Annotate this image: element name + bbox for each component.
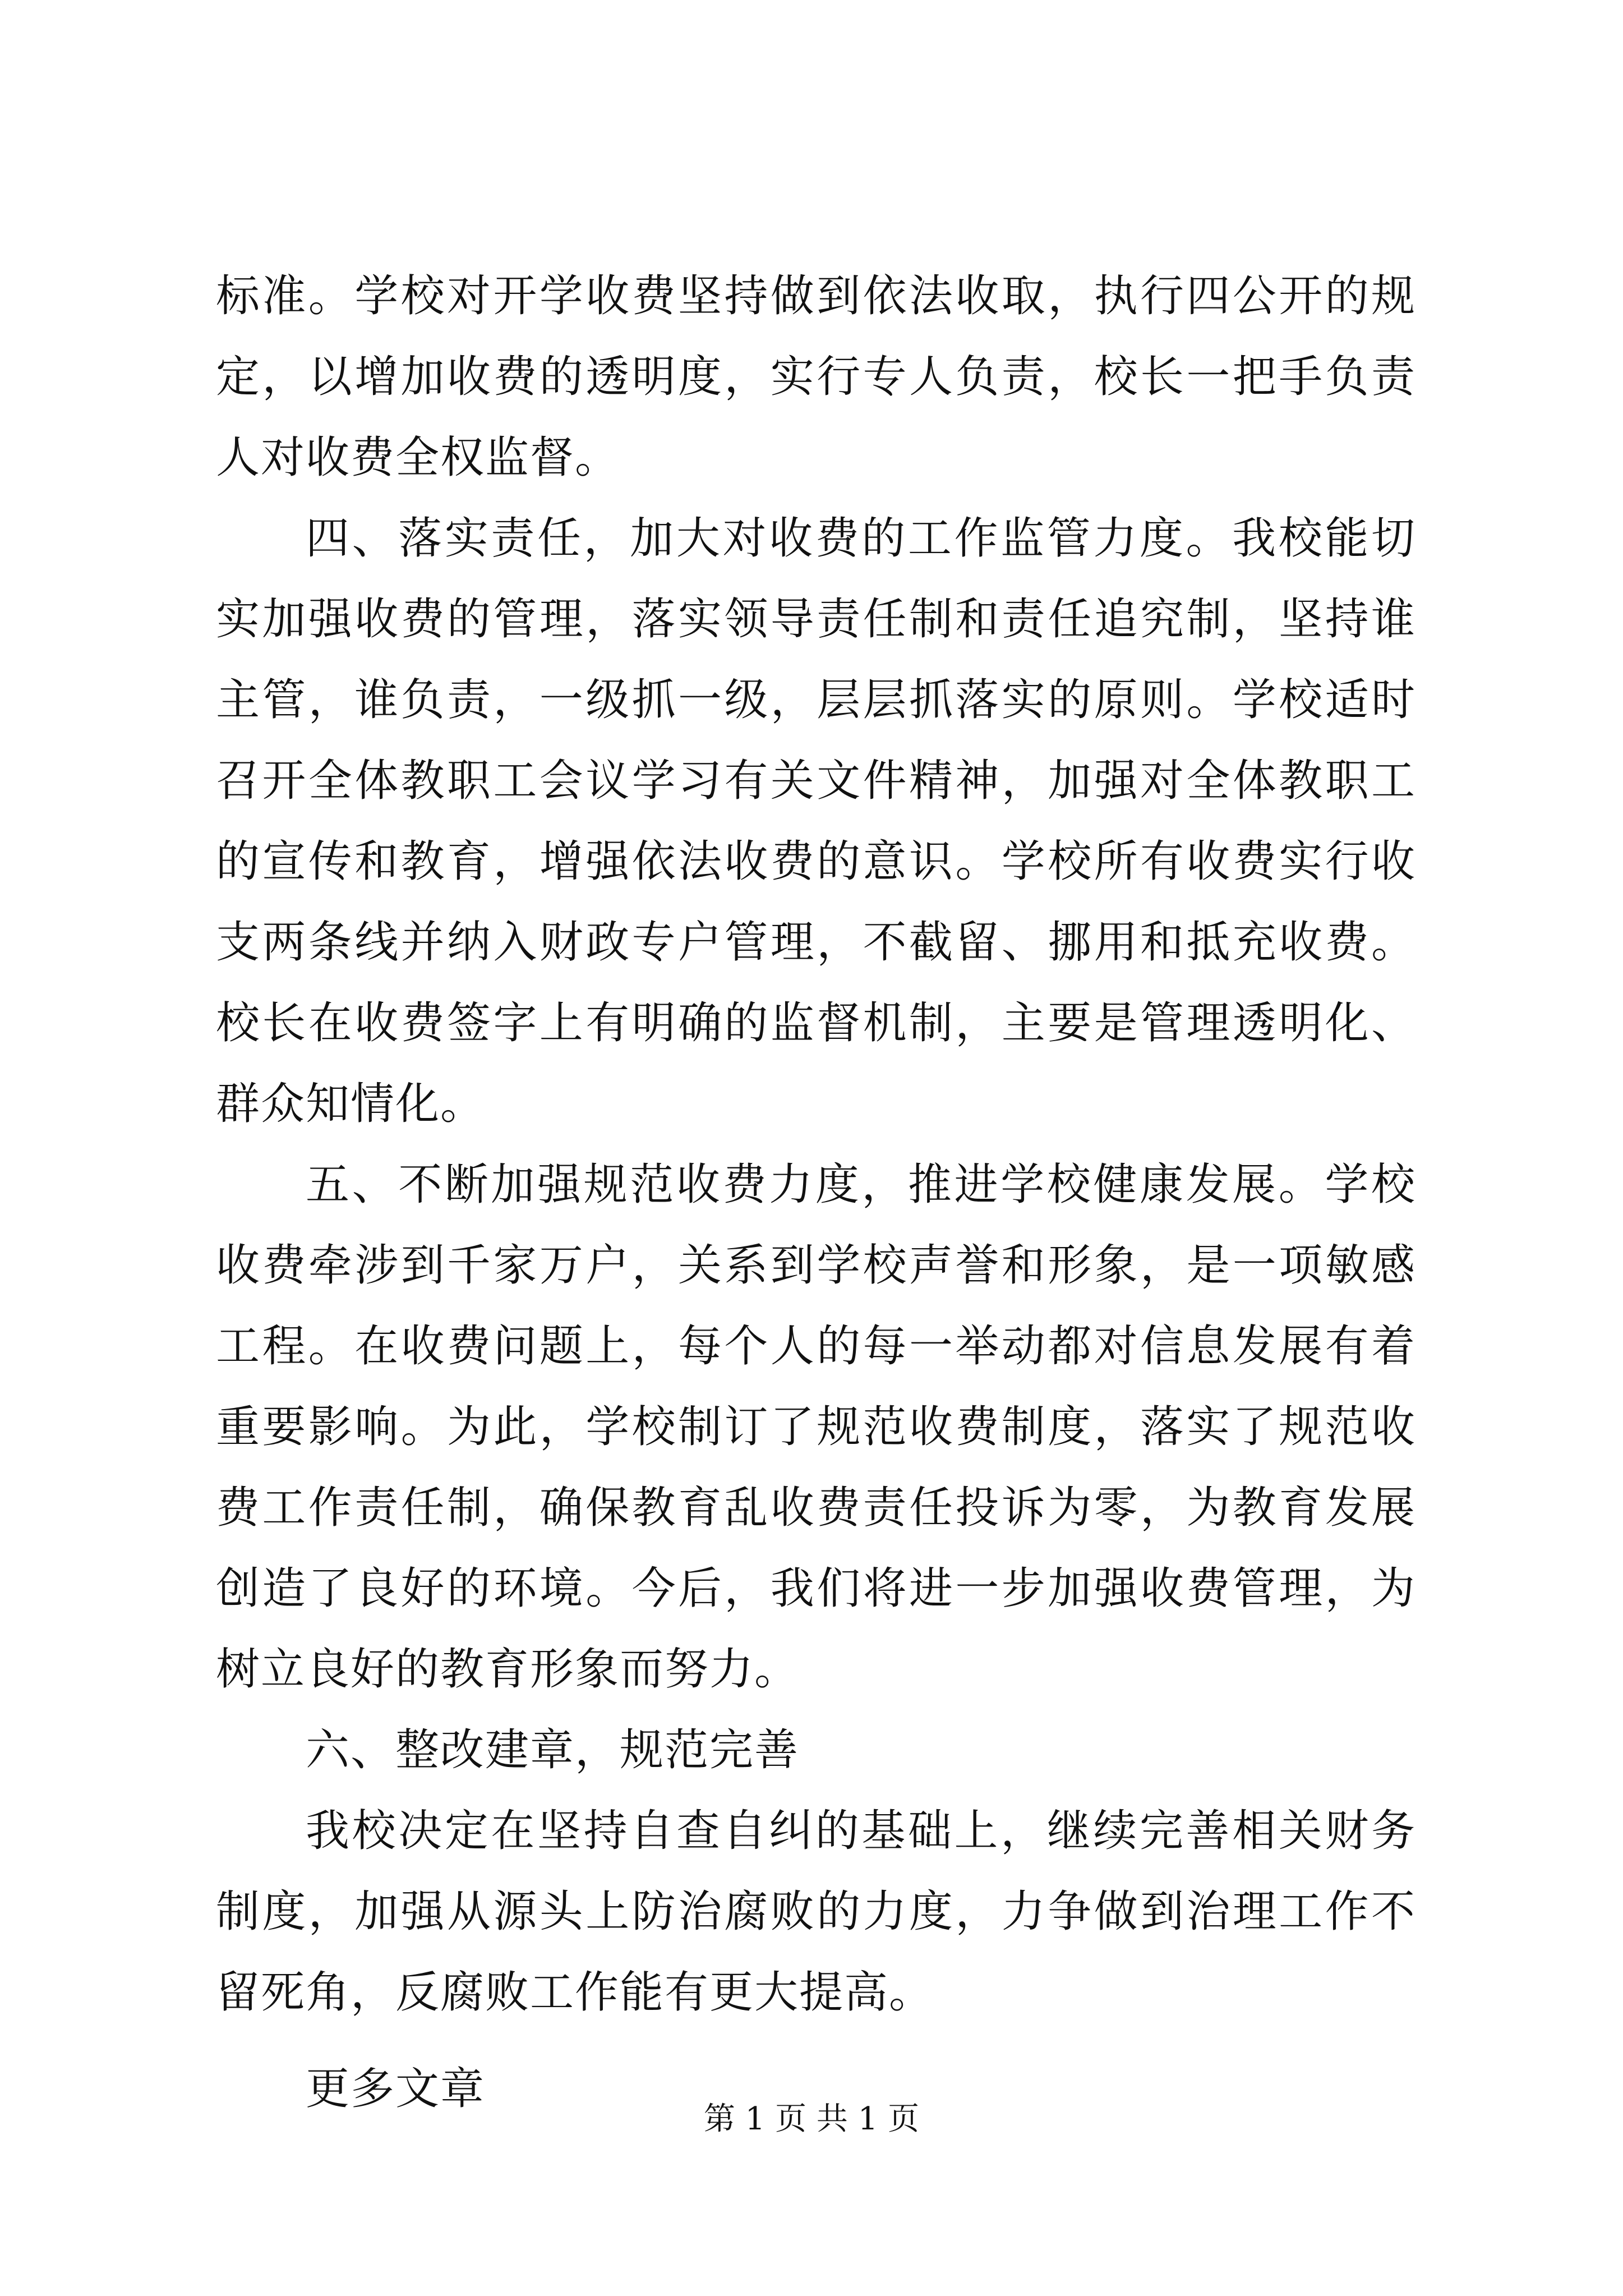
more-articles-link[interactable]: 更多文章 [306,2064,486,2114]
paragraph-section-six-heading: 六、整改建章，规范完善 [306,1725,800,1775]
paragraph-section-four: 四、落实责任，加大对收费的工作监管力度。我校能切实加强收费的管理，落实领导责任制和责任追究制，坚持谁主管，谁负责，一级抓一级，层层抓落实的原则。学校适时召开全体教职工会议学习有关文件精神，加强对全体教职工的宣传和教育，增强依法收费的意识。学校所有收费实行收支两条线并纳入财政专户管理，不截留、挪用和抵充收费。校长在收费签字上有明确的监督机制，主要是管理透明化、群众知情化。 [216,513,1416,1129]
document-body [216,256,1416,2129]
paragraph-rectification: 我校决定在坚持自查自纠的基础上，继续完善相关财务制度，加强从源头上防治腐败的力度，力争做到治理工作不留死角，反腐败工作能有更大提高。 [216,1806,1416,2018]
page-number-footer: 第 1 页 共 1 页 [703,2101,920,2137]
paragraph-section-five: 五、不断加强规范收费力度，推进学校健康发展。学校收费牵涉到千家万户，关系到学校声誉和形象，是一项敏感工程。在收费问题上，每个人的每一举动都对信息发展有着重要影响。为此，学校制订了规范收费制度，落实了规范收费工作责任制，确保教育乱收费责任投诉为零，为教育发展创造了良好的环境。今后，我们将进一步加强收费管理，为树立良好的教育形象而努力。 [216,1159,1416,1695]
paragraph-fee-standard: 标准。学校对开学收费坚持做到依法收取，执行四公开的规定，以增加收费的透明度，实行专人负责，校长一把手负责人对收费全权监督。 [216,271,1416,483]
